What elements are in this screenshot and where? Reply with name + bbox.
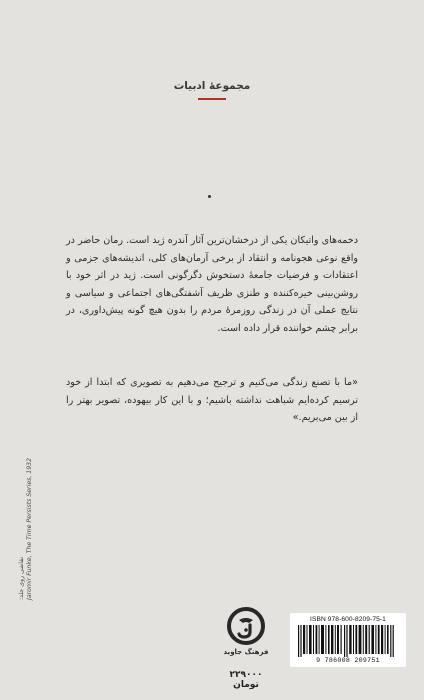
description-paragraph: دخمه‌های واتیکان یکی از درخشان‌ترین آثار آندره ژید است. رمان حاضر در واقع نوعی هجونامه و انتقاد از برخی آرمان‌های کلی، اندیشه‌های جزمی و اعتقادات و فرضیات جامعهٔ دستخوش دگرگونی است. ژید در اثر خود با روشن‌بینی خیره‌کننده و طنزی ظریف آشفتگی‌های اجتماعی و سیاسی و نتایج عملی آن در زندگی روزمرهٔ مردم را بدون هیچ گونه پیش‌داوری، در برابر چشم خواننده قرار داده است. <box>66 235 358 334</box>
cover-art-credit-label: نقاشی روی جلد: <box>18 556 25 600</box>
decorative-dot <box>208 195 211 198</box>
isbn-text: ISBN 978-600-8209-75-1 <box>310 616 386 623</box>
publisher-monogram-icon <box>226 606 266 646</box>
barcode-panel <box>290 613 406 667</box>
series-label: مجموعهٔ ادبیات <box>173 80 251 92</box>
book-quote <box>66 374 358 427</box>
series-accent-rule <box>198 98 226 100</box>
cover-art-credit-text: Jaromir Funke, The Time Persists Series, 1932 <box>26 457 33 600</box>
book-description <box>66 232 358 338</box>
publisher-logo <box>218 606 274 656</box>
series-header <box>0 74 424 100</box>
barcode-number: 9 786008 209751 <box>316 657 380 664</box>
barcode-icon <box>294 625 402 657</box>
publisher-name: فرهنگ جاوید <box>223 648 269 656</box>
price: ۲۲۹۰۰۰ تومان <box>229 670 263 690</box>
cover-art-credit <box>18 458 34 600</box>
quote-paragraph: «ما با تصنع زندگی می‌کنیم و ترجیح می‌دهیم به تصویری که ابتدا از خود ترسیم کرده‌ایم شباهت نداشته باشیم؛ و با این کار بیهوده، تصویر بهتر را از بین می‌بریم.» <box>66 377 358 424</box>
